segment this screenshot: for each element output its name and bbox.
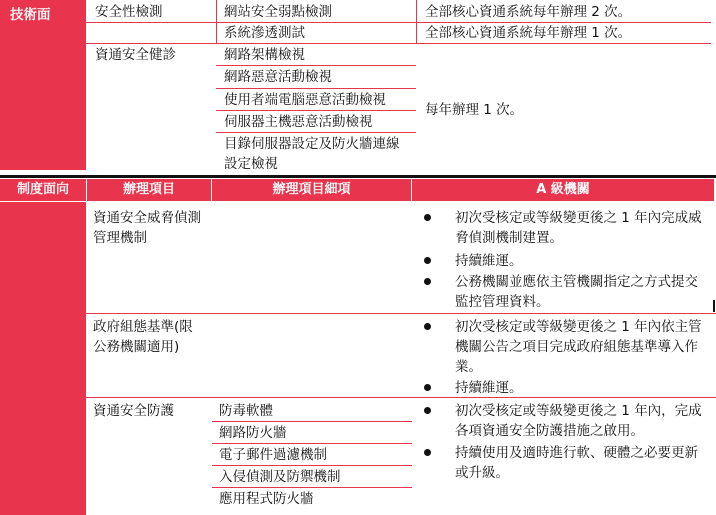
- detail-waf: 應用程式防火牆: [219, 491, 314, 507]
- bullet-dot: [424, 323, 431, 330]
- threat-bullet-1: 初次受核定或等級變更後之 1 年內完成威脅偵測機制建置。: [455, 210, 702, 246]
- header-a-level: A 級機關: [412, 179, 714, 201]
- bullet-dot: [424, 407, 431, 414]
- divider: [86, 43, 711, 44]
- bullet-dot: [424, 384, 431, 391]
- category-security-testing: 安全性檢測: [95, 4, 163, 20]
- divider: [216, 88, 416, 89]
- divider: [86, 313, 716, 314]
- divider: [212, 443, 412, 444]
- item-server-malicious: 伺服器主機惡意活動檢視: [224, 114, 373, 130]
- divider: [86, 22, 711, 23]
- divider: [416, 0, 417, 43]
- item-network-malicious: 網路惡意活動檢視: [224, 69, 332, 85]
- requirement-web-vuln: 全部核心資通系統每年辦理 2 次。: [425, 4, 632, 20]
- detail-ids-ips: 入侵偵測及防禦機制: [219, 469, 341, 485]
- bullet-dot: [424, 257, 431, 264]
- divider: [216, 132, 416, 133]
- header-detail: 辦理項目細項: [212, 179, 411, 201]
- policy-section-cell: [0, 202, 86, 515]
- divider: [216, 110, 416, 111]
- bullet-dot: [424, 449, 431, 456]
- policy-item-protection: 資通安全防護: [93, 403, 174, 419]
- bullet-dot: [424, 214, 431, 221]
- protection-bullet-2: 持續使用及適時進行軟、硬體之必要更新或升級。: [455, 445, 698, 481]
- divider: [212, 465, 412, 466]
- divider: [216, 65, 416, 66]
- category-security-checkup: 資通安全健診: [95, 47, 176, 63]
- tech-section-cell: [0, 0, 86, 170]
- bullet-dot: [424, 278, 431, 285]
- divider: [86, 397, 716, 398]
- detail-antivirus: 防毒軟體: [219, 403, 273, 419]
- detail-email-filter: 電子郵件過濾機制: [219, 447, 327, 463]
- header-item: 辦理項目: [87, 179, 211, 201]
- item-pentest: 系統滲透測試: [224, 25, 305, 41]
- gcb-bullet-2: 持續維運。: [455, 380, 523, 396]
- item-directory-firewall: 目錄伺服器設定及防火牆連線設定檢視: [224, 136, 400, 172]
- section-separator: [0, 175, 716, 178]
- policy-item-threat-detection: 資通安全威脅偵測管理機制: [93, 210, 201, 246]
- item-endpoint-malicious: 使用者端電腦惡意活動檢視: [224, 92, 386, 108]
- threat-bullet-3: 公務機關並應依主管機關指定之方式提交監控管理資料。: [455, 274, 698, 310]
- requirement-checkup: 每年辦理 1 次。: [425, 102, 524, 118]
- policy-item-gcb: 政府組態基準(限公務機關適用): [93, 319, 193, 355]
- divider: [212, 421, 412, 422]
- edge-mark: [713, 300, 715, 312]
- gcb-bullet-1: 初次受核定或等級變更後之 1 年內依主管機關公告之項目完成政府組態基準導入作業。: [455, 319, 702, 375]
- divider: [216, 0, 217, 43]
- divider: [212, 487, 412, 488]
- requirement-pentest: 全部核心資通系統每年辦理 1 次。: [425, 25, 632, 41]
- detail-network-firewall: 網路防火牆: [219, 425, 287, 441]
- item-web-vuln-scan: 網站安全弱點檢測: [224, 4, 332, 20]
- threat-bullet-2: 持續維運。: [455, 253, 523, 269]
- protection-bullet-1: 初次受核定或等級變更後之 1 年內，完成各項資通安全防護措施之啟用。: [455, 403, 702, 439]
- tech-section-label: 技術面: [10, 7, 51, 23]
- item-network-architecture: 網路架構檢視: [224, 47, 305, 63]
- header-aspect: 制度面向: [0, 179, 86, 201]
